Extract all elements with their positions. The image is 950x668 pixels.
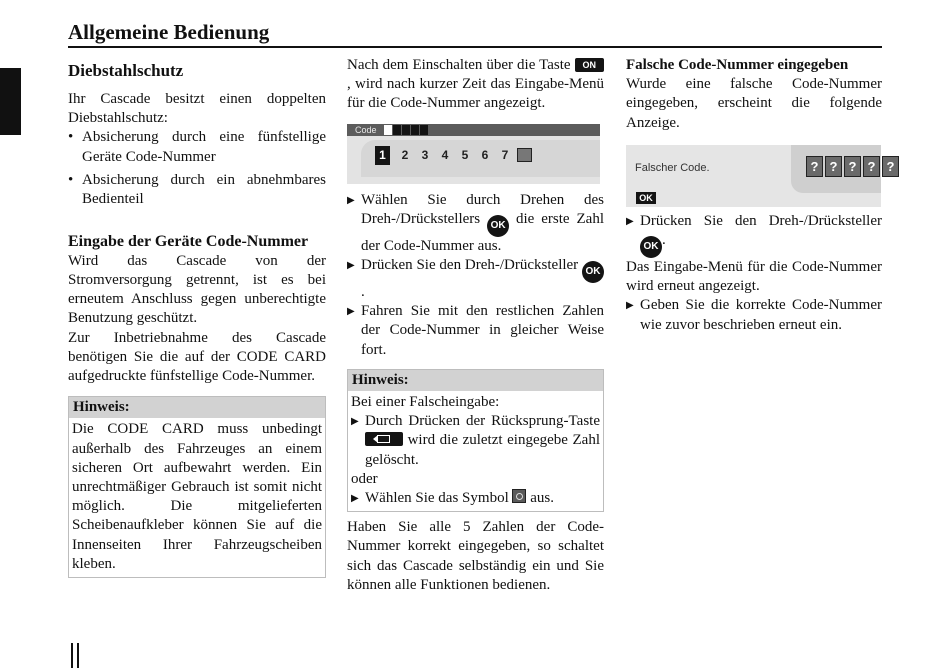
back-key-icon [365, 432, 403, 446]
paragraph-einschalten: Nach dem Einschalten über die Taste ON, wird nach kurzer Zeit das Eingabe-Menü für die Code-Nummer angezeigt. [347, 57, 604, 112]
wrong-code-label: Falscher Code. [635, 161, 710, 174]
hinweis-step-symbol: ▶ Wählen Sie das Symbol aus. [351, 489, 600, 508]
digit: 3 [421, 147, 429, 162]
step-geben: ▶ Geben Sie die korrekte Code-Nummer wie zuvor beschrieben erneut ein. [626, 296, 882, 334]
digit: 2 [401, 147, 409, 162]
list-item: • Absicherung durch eine fünfstellige Geräte Code-Nummer [68, 128, 326, 166]
column-middle [347, 56, 604, 595]
column-left [68, 56, 326, 578]
ok-knob-icon: OK [582, 261, 604, 283]
step-drucken: ▶ Drücken Sie den Dreh-/Drücksteller OK. [347, 256, 604, 302]
page-title: Allgemeine Bedienung [68, 20, 270, 44]
hinweis-box [68, 396, 326, 578]
hinweis-box [347, 369, 604, 512]
screen-bar-label: Code [355, 124, 377, 135]
hinweis-intro: Bei einer Falscheingabe: [351, 394, 500, 411]
question-mark: ? [844, 156, 861, 177]
question-mark: ? [825, 156, 842, 177]
hinweis-oder: oder [351, 470, 378, 487]
intro-paragraph: Ihr Cascade besitzt einen doppelten Diebstahlschutz: [68, 91, 326, 127]
digit: 6 [481, 147, 489, 162]
digit-selected: 1 [375, 146, 390, 165]
chapter-tab-marker [0, 68, 21, 135]
code-input-screen [347, 124, 600, 184]
on-key-icon: ON [575, 58, 605, 72]
question-mark: ? [882, 156, 899, 177]
question-mark: ? [863, 156, 880, 177]
step-fahren: ▶ Fahren Sie mit den restlichen Zahlen der Code-Nummer in gleicher Weise fort. [347, 302, 604, 360]
hinweis-text: Die CODE CARD muss unbedingt außerhalb des Fahrzeuges an einem sicheren Ort aufbewahrt werden. Ein unrechtmäßiger Gebrauch ist somit nicht möglich. Die mitgelieferten Scheibenaufkleber können Sie auf die Innenseiten Ihrer Fahrzeugscheiben kleben. [72, 421, 322, 572]
paragraph-falsch: Wurde eine falsche Code-Nummer eingegeben, erscheint die folgende Anzeige. [626, 76, 882, 131]
hinweis-title: Hinweis: [348, 370, 603, 391]
heading-eingabe: Eingabe der Geräte Code-Nummer [68, 233, 309, 251]
ok-knob-icon: OK [487, 215, 509, 237]
question-mark: ? [806, 156, 823, 177]
protection-list [68, 128, 326, 209]
paragraph-final: Haben Sie alle 5 Zahlen der Code-Nummer korrekt eingegeben, so schaltet sich das Cascade selbständig ein und Sie können alle Funktionen bedienen. [347, 519, 604, 593]
page-header [68, 19, 882, 48]
digit-selector [375, 146, 532, 165]
paragraph-stromversorgung: Wird das Cascade von der Stromversorgung getrennt, ist es bei erneutem Anschluss gegen unberechtigte Benutzung geschützt. [68, 252, 326, 327]
step-wahlen: ▶ Wählen Sie durch Drehen des Dreh-/Drückstellers OK die erste Zahl der Code-Nummer aus. [347, 191, 604, 256]
digit: 4 [441, 147, 449, 162]
page-number-mark [71, 643, 81, 668]
heading-falsche-code: Falsche Code-Nummer eingegeben [626, 57, 849, 73]
heading-diebstahlschutz: Diebstahlschutz [68, 61, 184, 80]
step-drucken: ▶ Drücken Sie den Dreh-/Drücksteller OK . [626, 212, 882, 258]
hinweis-title: Hinweis: [69, 397, 325, 418]
list-item: • Absicherung durch ein abnehmbares Bedienteil [68, 171, 326, 209]
code-slots [384, 125, 428, 135]
wrong-code-screen [626, 145, 895, 207]
paragraph-inbetriebnahme: Zur Inbetriebnahme des Cascade benötigen Sie die auf der CODE CARD aufgedruckte fünfstellige Code-Nummer. [68, 329, 326, 384]
digit: 7 [501, 147, 509, 162]
paragraph-erneut: Das Eingabe-Menü für die Code-Nummer wird erneut angezeigt. [626, 259, 882, 295]
screen-ok-button: OK [636, 192, 656, 204]
confirm-symbol-icon [517, 148, 532, 162]
ok-knob-icon: OK [640, 236, 662, 258]
hinweis-step-back: ▶ Durch Drücken der Rücksprung-Taste wird die zuletzt eingegebe Zahl gelöscht. [351, 412, 600, 470]
question-marks [806, 156, 899, 177]
column-right [626, 56, 895, 335]
digit: 5 [461, 147, 469, 162]
delete-symbol-icon [512, 489, 526, 503]
